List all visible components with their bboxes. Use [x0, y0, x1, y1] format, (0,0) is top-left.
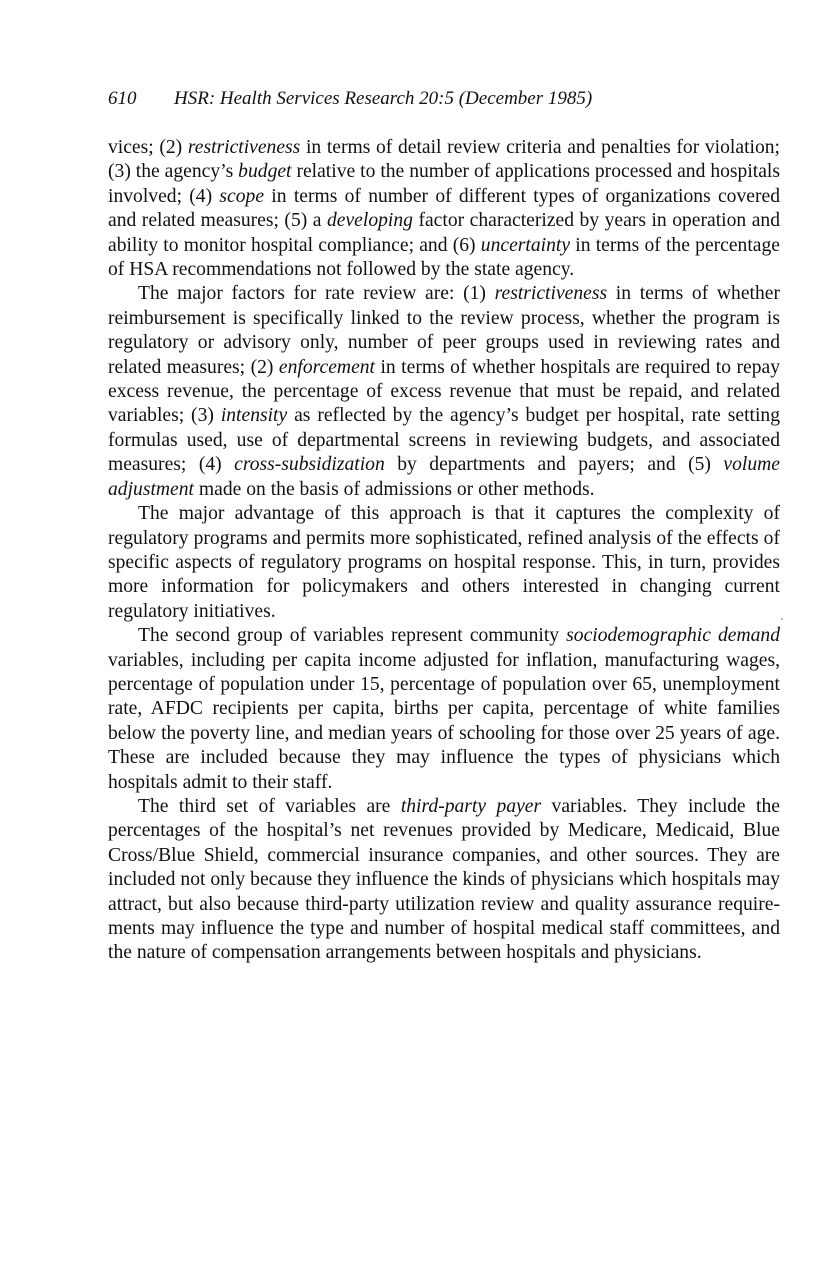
italic-term: third-party payer: [400, 795, 542, 817]
journal-page: [108, 88, 780, 966]
italic-term: intensity: [220, 405, 288, 427]
article-body: [108, 136, 780, 966]
italic-term: budget: [238, 161, 292, 183]
paragraph: [108, 624, 780, 795]
paragraph: [108, 136, 780, 282]
journal-citation: HSR: Health Services Research 20:5 (December 1985): [174, 88, 593, 109]
text-run: in terms of number of different types of organizations covered and related measures; (5) a: [108, 185, 780, 232]
text-run: in terms of whether reimbursement is specifically linked to the review process, whether the program is regulatory or advisory only, number of peer groups used in reviewing rates and related measures; (2): [108, 283, 781, 378]
paragraph: [108, 795, 780, 966]
italic-term: volume adjustment: [108, 454, 780, 500]
text-run: relative to the number of applications processed and hospitals involved; (4): [108, 161, 780, 207]
text-run: The major advantage of this approach is that it captures the complexity of regulatory programs and permits more sophisticated, refined analysis of the effects of specific aspects of regulatory programs on hospital response. This, in turn, provides more information for policymakers and others interested in changing current regulatory initiatives.: [108, 503, 780, 622]
text-run: The third set of variables are: [138, 795, 401, 817]
italic-term: scope: [219, 185, 265, 207]
text-run: factor characterized by years in operation and ability to monitor hospital compliance; and (6): [108, 210, 780, 256]
text-run: in terms of whether hospitals are required to repay excess revenue, the percentage of excess revenue that must be repaid, and related variables; (3): [108, 356, 781, 427]
text-run: by departments and payers; and (5): [384, 454, 724, 476]
text-run: vices; (2): [108, 137, 188, 158]
paragraph: [108, 502, 780, 624]
text-run: in terms of detail review criteria and penalties for violation; (3) the agency’s: [108, 137, 780, 183]
text-run: The major factors for rate review are: (1): [138, 283, 495, 305]
italic-term: uncertainty: [480, 234, 571, 256]
text-run: variables. They include the percentages of the hospital’s net revenues provided by Medicare, Medicaid, Blue Cross/Blue Shield, commercial insurance companies, and other sources. They are included not only because they influence the kinds of physicians which hospitals may attract, but also because third-party utilization review and quality assurance requirements may influence the type and number of hospital medical staff committees, and the nature of compensation arrangements between hospitals and physicians.: [108, 795, 780, 964]
italic-term: sociodemographic demand: [566, 625, 780, 647]
text-run: The second group of variables represent community: [138, 625, 567, 647]
scan-speck: [781, 618, 783, 620]
text-run: as reflected by the agency’s budget per hospital, rate setting formulas used, use of departmental screens in reviewing budgets, and associated measures; (4): [108, 405, 780, 476]
text-run: in terms of the percentage of HSA recommendations not followed by the state agency.: [108, 234, 780, 281]
italic-term: cross-subsidization: [234, 454, 385, 476]
italic-term: restrictiveness: [187, 137, 301, 158]
page-number: 610: [108, 88, 137, 109]
italic-term: developing: [326, 210, 413, 232]
italic-term: restrictiveness: [494, 283, 608, 305]
text-run: made on the basis of admissions or other methods.: [194, 478, 595, 500]
paragraph: [108, 282, 780, 502]
text-run: variables, including per capita income adjusted for inflation, manufacturing wages, percentage of population under 15, percentage of population over 65, unemployment rate, AFDC recipients per capita, births per capita, percentage of white families below the poverty line, and median years of schooling for those over 25 years of age. These are included because they may influence the types of physicians which hospitals admit to their staff.: [108, 649, 780, 793]
italic-term: enforcement: [278, 356, 376, 378]
running-head: [108, 88, 780, 136]
